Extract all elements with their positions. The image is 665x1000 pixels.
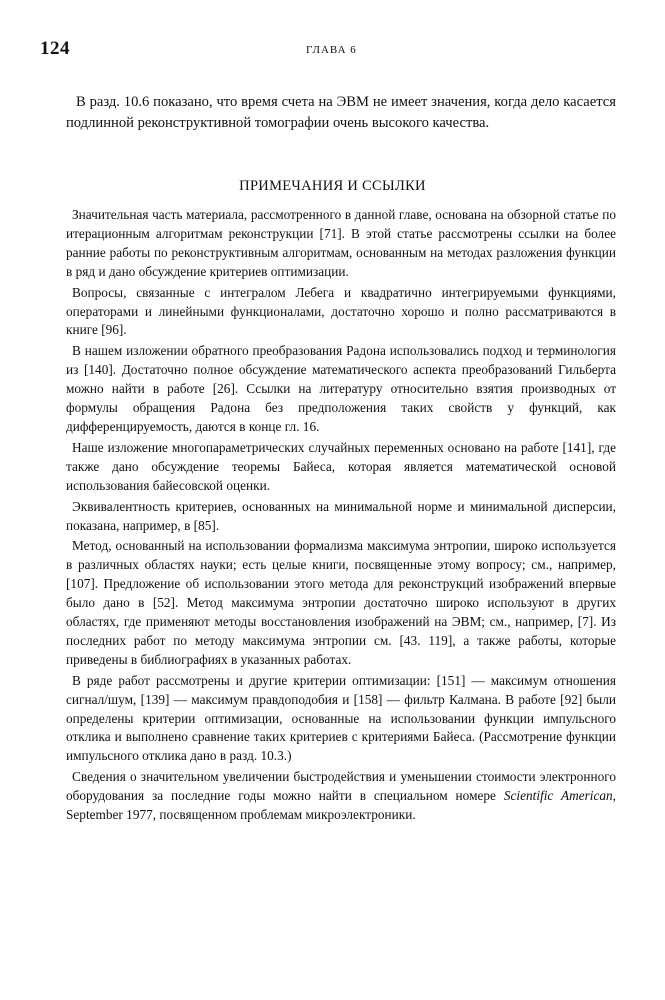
page-number: 124 bbox=[40, 38, 70, 59]
note-8-text-after: , September 1977, посвященном проблемам микроэлектроники. bbox=[66, 788, 616, 823]
intro-paragraph: В разд. 10.6 показано, что время счета на ЭВМ не имеет значения, когда дело касается подлинной реконструктивной томографии очень высокого качества. bbox=[66, 94, 616, 131]
running-head: ГЛАВА 6 bbox=[306, 44, 357, 56]
note-paragraph-4: Наше изложение многопараметрических случайных переменных основано на работе [141], где также дано обсуждение теоремы Байеса, которая является математической основой использования байесовской оценки. bbox=[66, 439, 616, 493]
note-paragraph-7: В ряде работ рассмотрены и другие критерии оптимизации: [151] — максимум отношения сигнал/шум, [139] — максимум правдоподобия и [158] — фильтр Калмана. В работе [92] были определены критерии оптимизации, основанные на использовании функции импульсного отклика и выполнено сравнение таких критериев с критериями Байеса. (Рассмотрение функции импульсного отклика дано в разд. 10.3.) bbox=[66, 672, 616, 764]
note-8-text-before: Сведения о значительном увеличении быстродействия и уменьшении стоимости электронного оборудования за последние годы можно найти в специальном номере bbox=[66, 769, 616, 804]
note-paragraph-8 bbox=[66, 768, 616, 825]
journal-title: Scientific American bbox=[503, 788, 613, 804]
notes-block bbox=[66, 206, 616, 827]
note-paragraph-2: Вопросы, связанные с интегралом Лебега и квадратично интегрируемыми функциями, операторами и линейными функционалами, достаточно хорошо и полно рассматриваются в книге [96]. bbox=[66, 284, 616, 338]
note-paragraph-1: Значительная часть материала, рассмотренного в данной главе, основана на обзорной статье по итерационным алгоритмам реконструкции [71]. В этой статье рассмотрены ссылки на более ранние работы по реконструктивным алгоритмам, основанным на методах разложения функции в ряд и дано обсуждение критериев оптимизации. bbox=[66, 207, 616, 279]
note-paragraph-3: В нашем изложении обратного преобразования Радона использовались подход и терминология из [140]. Достаточно полное обсуждение математического аспекта преобразований Гильберта можно найти в работе [26]. Ссылки на литературу относительно взятия производных от формулы обращения Радона без предположения таких свойств у функций, как дифференцируемость, даются в конце гл. 16. bbox=[66, 343, 616, 434]
note-paragraph-5: Эквивалентность критериев, основанных на минимальной норме и минимальной дисперсии, показана, например, в [85]. bbox=[66, 498, 616, 533]
note-paragraph-6: Метод, основанный на использовании формализма максимума энтропии, широко используется в различных областях науки; есть целые книги, посвященные этому вопросу; см., например, [107]. Предложение об использовании этого метода для реконструкций изображений впервые было дано в [52]. Метод максимума энтропии достаточно широко используют в других областях, где применяют методы восстановления изображений на ЭВМ; см., например, [7]. Из последних работ по методу максимума энтропии см. [43. 119], а также работы, которые приведены в библиографиях в указанных работах. bbox=[66, 538, 616, 667]
section-title: ПРИМЕЧАНИЯ И ССЫЛКИ bbox=[239, 178, 426, 194]
intro-block bbox=[66, 92, 616, 134]
